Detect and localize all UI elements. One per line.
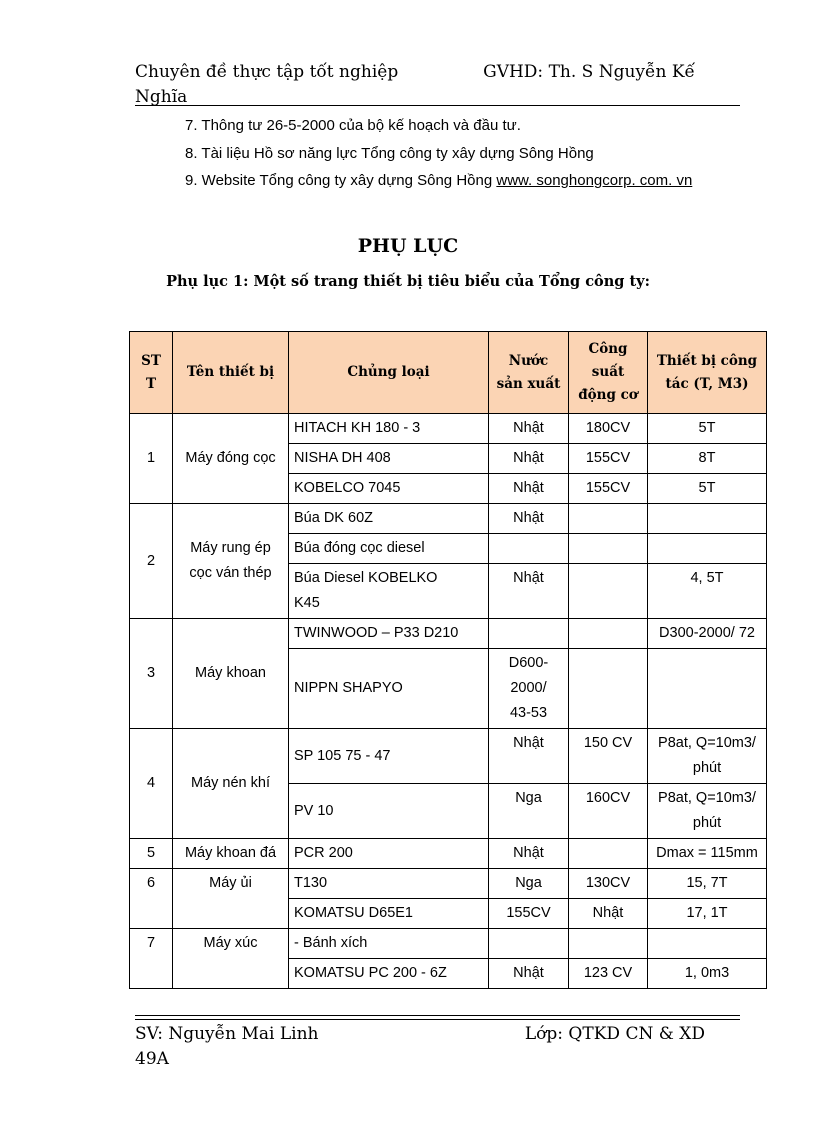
cell-type: KOMATSU PC 200 - 6Z xyxy=(289,959,489,989)
table-row xyxy=(130,504,767,534)
reference-text: 9. Website Tổng công ty xây dựng Sông Hồng xyxy=(185,172,497,189)
cell-origin: Nga xyxy=(489,869,569,899)
table-row xyxy=(130,414,767,444)
cell-capacity: 17, 1T xyxy=(648,899,767,929)
col-header-power: Công suất động cơ xyxy=(569,332,648,414)
table-row xyxy=(130,729,767,784)
cell-power: 150 CV xyxy=(569,729,648,784)
cell-type: KOMATSU D65E1 xyxy=(289,899,489,929)
reference-item: 8. Tài liệu Hồ sơ năng lực Tổng công ty xây dựng Sông Hồng xyxy=(185,144,594,162)
cell-name: Máy xúc xyxy=(173,929,289,989)
cell-power: Nhật xyxy=(569,899,648,929)
cell-capacity xyxy=(648,504,767,534)
cell-origin xyxy=(489,534,569,564)
cell-type: SP 105 75 - 47 xyxy=(289,729,489,784)
cell-capacity: 5T xyxy=(648,414,767,444)
header-continuation: Nghĩa xyxy=(135,87,188,107)
cell-origin: Nhật xyxy=(489,959,569,989)
col-header-name: Tên thiết bị xyxy=(173,332,289,414)
cell-power xyxy=(569,929,648,959)
table-row xyxy=(130,619,767,649)
cell-name: Máy khoan đá xyxy=(173,839,289,869)
cell-stt: 3 xyxy=(130,619,173,729)
cell-power: 155CV xyxy=(569,444,648,474)
cell-type: PV 10 xyxy=(289,784,489,839)
cell-name: Máy rung ép cọc ván thép xyxy=(173,504,289,619)
cell-origin: Nhật xyxy=(489,444,569,474)
cell-power: 160CV xyxy=(569,784,648,839)
reference-item xyxy=(185,167,692,195)
cell-capacity xyxy=(648,649,767,729)
cell-origin xyxy=(489,619,569,649)
cell-capacity: 1, 0m3 xyxy=(648,959,767,989)
cell-power: 130CV xyxy=(569,869,648,899)
header-left: Chuyên đề thực tập tốt nghiệp xyxy=(135,62,399,82)
website-link[interactable]: www. songhongcorp. com. vn xyxy=(496,172,693,189)
cell-origin: Nhật xyxy=(489,414,569,444)
cell-type: Búa Diesel KOBELKO K45 xyxy=(289,564,489,619)
cell-power xyxy=(569,839,648,869)
table-row xyxy=(130,839,767,869)
appendix-subtitle: Phụ lục 1: Một số trang thiết bị tiêu biểu của Tổng công ty: xyxy=(166,273,650,290)
header-rule xyxy=(135,105,740,106)
page-title: PHỤ LỤC xyxy=(357,235,459,257)
cell-power xyxy=(569,649,648,729)
cell-type: Búa đóng cọc diesel xyxy=(289,534,489,564)
cell-type: NIPPN SHAPYO xyxy=(289,649,489,729)
cell-stt: 4 xyxy=(130,729,173,839)
cell-name: Máy đóng cọc xyxy=(173,414,289,504)
footer-rule-thin xyxy=(135,1019,740,1020)
cell-capacity: D300-2000/ 72 xyxy=(648,619,767,649)
cell-power: 123 CV xyxy=(569,959,648,989)
col-header-capacity: Thiết bị công tác (T, M3) xyxy=(648,332,767,414)
cell-capacity: 4, 5T xyxy=(648,564,767,619)
cell-power: 180CV xyxy=(569,414,648,444)
cell-capacity: 15, 7T xyxy=(648,869,767,899)
cell-origin: D600-2000/ 43-53 xyxy=(489,649,569,729)
cell-origin: Nhật xyxy=(489,564,569,619)
page-header xyxy=(135,60,740,110)
table-row xyxy=(130,929,767,959)
cell-origin: 155CV xyxy=(489,899,569,929)
table-header-row xyxy=(130,332,767,414)
cell-power: 155CV xyxy=(569,474,648,504)
cell-name: Máy ủi xyxy=(173,869,289,929)
cell-name: Máy khoan xyxy=(173,619,289,729)
cell-origin: Nga xyxy=(489,784,569,839)
cell-type: PCR 200 xyxy=(289,839,489,869)
cell-stt: 7 xyxy=(130,929,173,989)
equipment-table xyxy=(129,331,767,989)
cell-capacity: Dmax = 115mm xyxy=(648,839,767,869)
cell-power xyxy=(569,619,648,649)
cell-capacity: 8T xyxy=(648,444,767,474)
cell-origin: Nhật xyxy=(489,839,569,869)
cell-power xyxy=(569,564,648,619)
footer-left: SV: Nguyễn Mai Linh xyxy=(135,1024,319,1044)
cell-type: NISHA DH 408 xyxy=(289,444,489,474)
cell-origin: Nhật xyxy=(489,729,569,784)
footer-rule xyxy=(135,1015,740,1016)
cell-type: HITACH KH 180 - 3 xyxy=(289,414,489,444)
cell-capacity: 5T xyxy=(648,474,767,504)
cell-name: Máy nén khí xyxy=(173,729,289,839)
cell-capacity: P8at, Q=10m3/ phút xyxy=(648,729,767,784)
cell-origin: Nhật xyxy=(489,474,569,504)
cell-type: Búa DK 60Z xyxy=(289,504,489,534)
cell-stt: 5 xyxy=(130,839,173,869)
reference-item: 7. Thông tư 26-5-2000 của bộ kế hoạch và đầu tư. xyxy=(185,117,521,134)
page-footer xyxy=(135,1022,740,1072)
col-header-type: Chủng loại xyxy=(289,332,489,414)
cell-capacity xyxy=(648,534,767,564)
cell-stt: 1 xyxy=(130,414,173,504)
header-right: GVHD: Th. S Nguyễn Kế xyxy=(483,62,695,82)
cell-type: TWINWOOD – P33 D210 xyxy=(289,619,489,649)
footer-right: Lớp: QTKD CN & XD xyxy=(524,1024,705,1044)
cell-origin xyxy=(489,929,569,959)
cell-stt: 6 xyxy=(130,869,173,929)
cell-origin: Nhật xyxy=(489,504,569,534)
cell-type: T130 xyxy=(289,869,489,899)
cell-power xyxy=(569,504,648,534)
cell-type: KOBELCO 7045 xyxy=(289,474,489,504)
cell-power xyxy=(569,534,648,564)
reference-list xyxy=(185,112,692,195)
col-header-stt: ST T xyxy=(130,332,173,414)
footer-continuation: 49A xyxy=(135,1049,169,1069)
cell-capacity xyxy=(648,929,767,959)
table-row xyxy=(130,869,767,899)
cell-type: - Bánh xích xyxy=(289,929,489,959)
col-header-origin: Nước sản xuất xyxy=(489,332,569,414)
cell-capacity: P8at, Q=10m3/ phút xyxy=(648,784,767,839)
cell-stt: 2 xyxy=(130,504,173,619)
